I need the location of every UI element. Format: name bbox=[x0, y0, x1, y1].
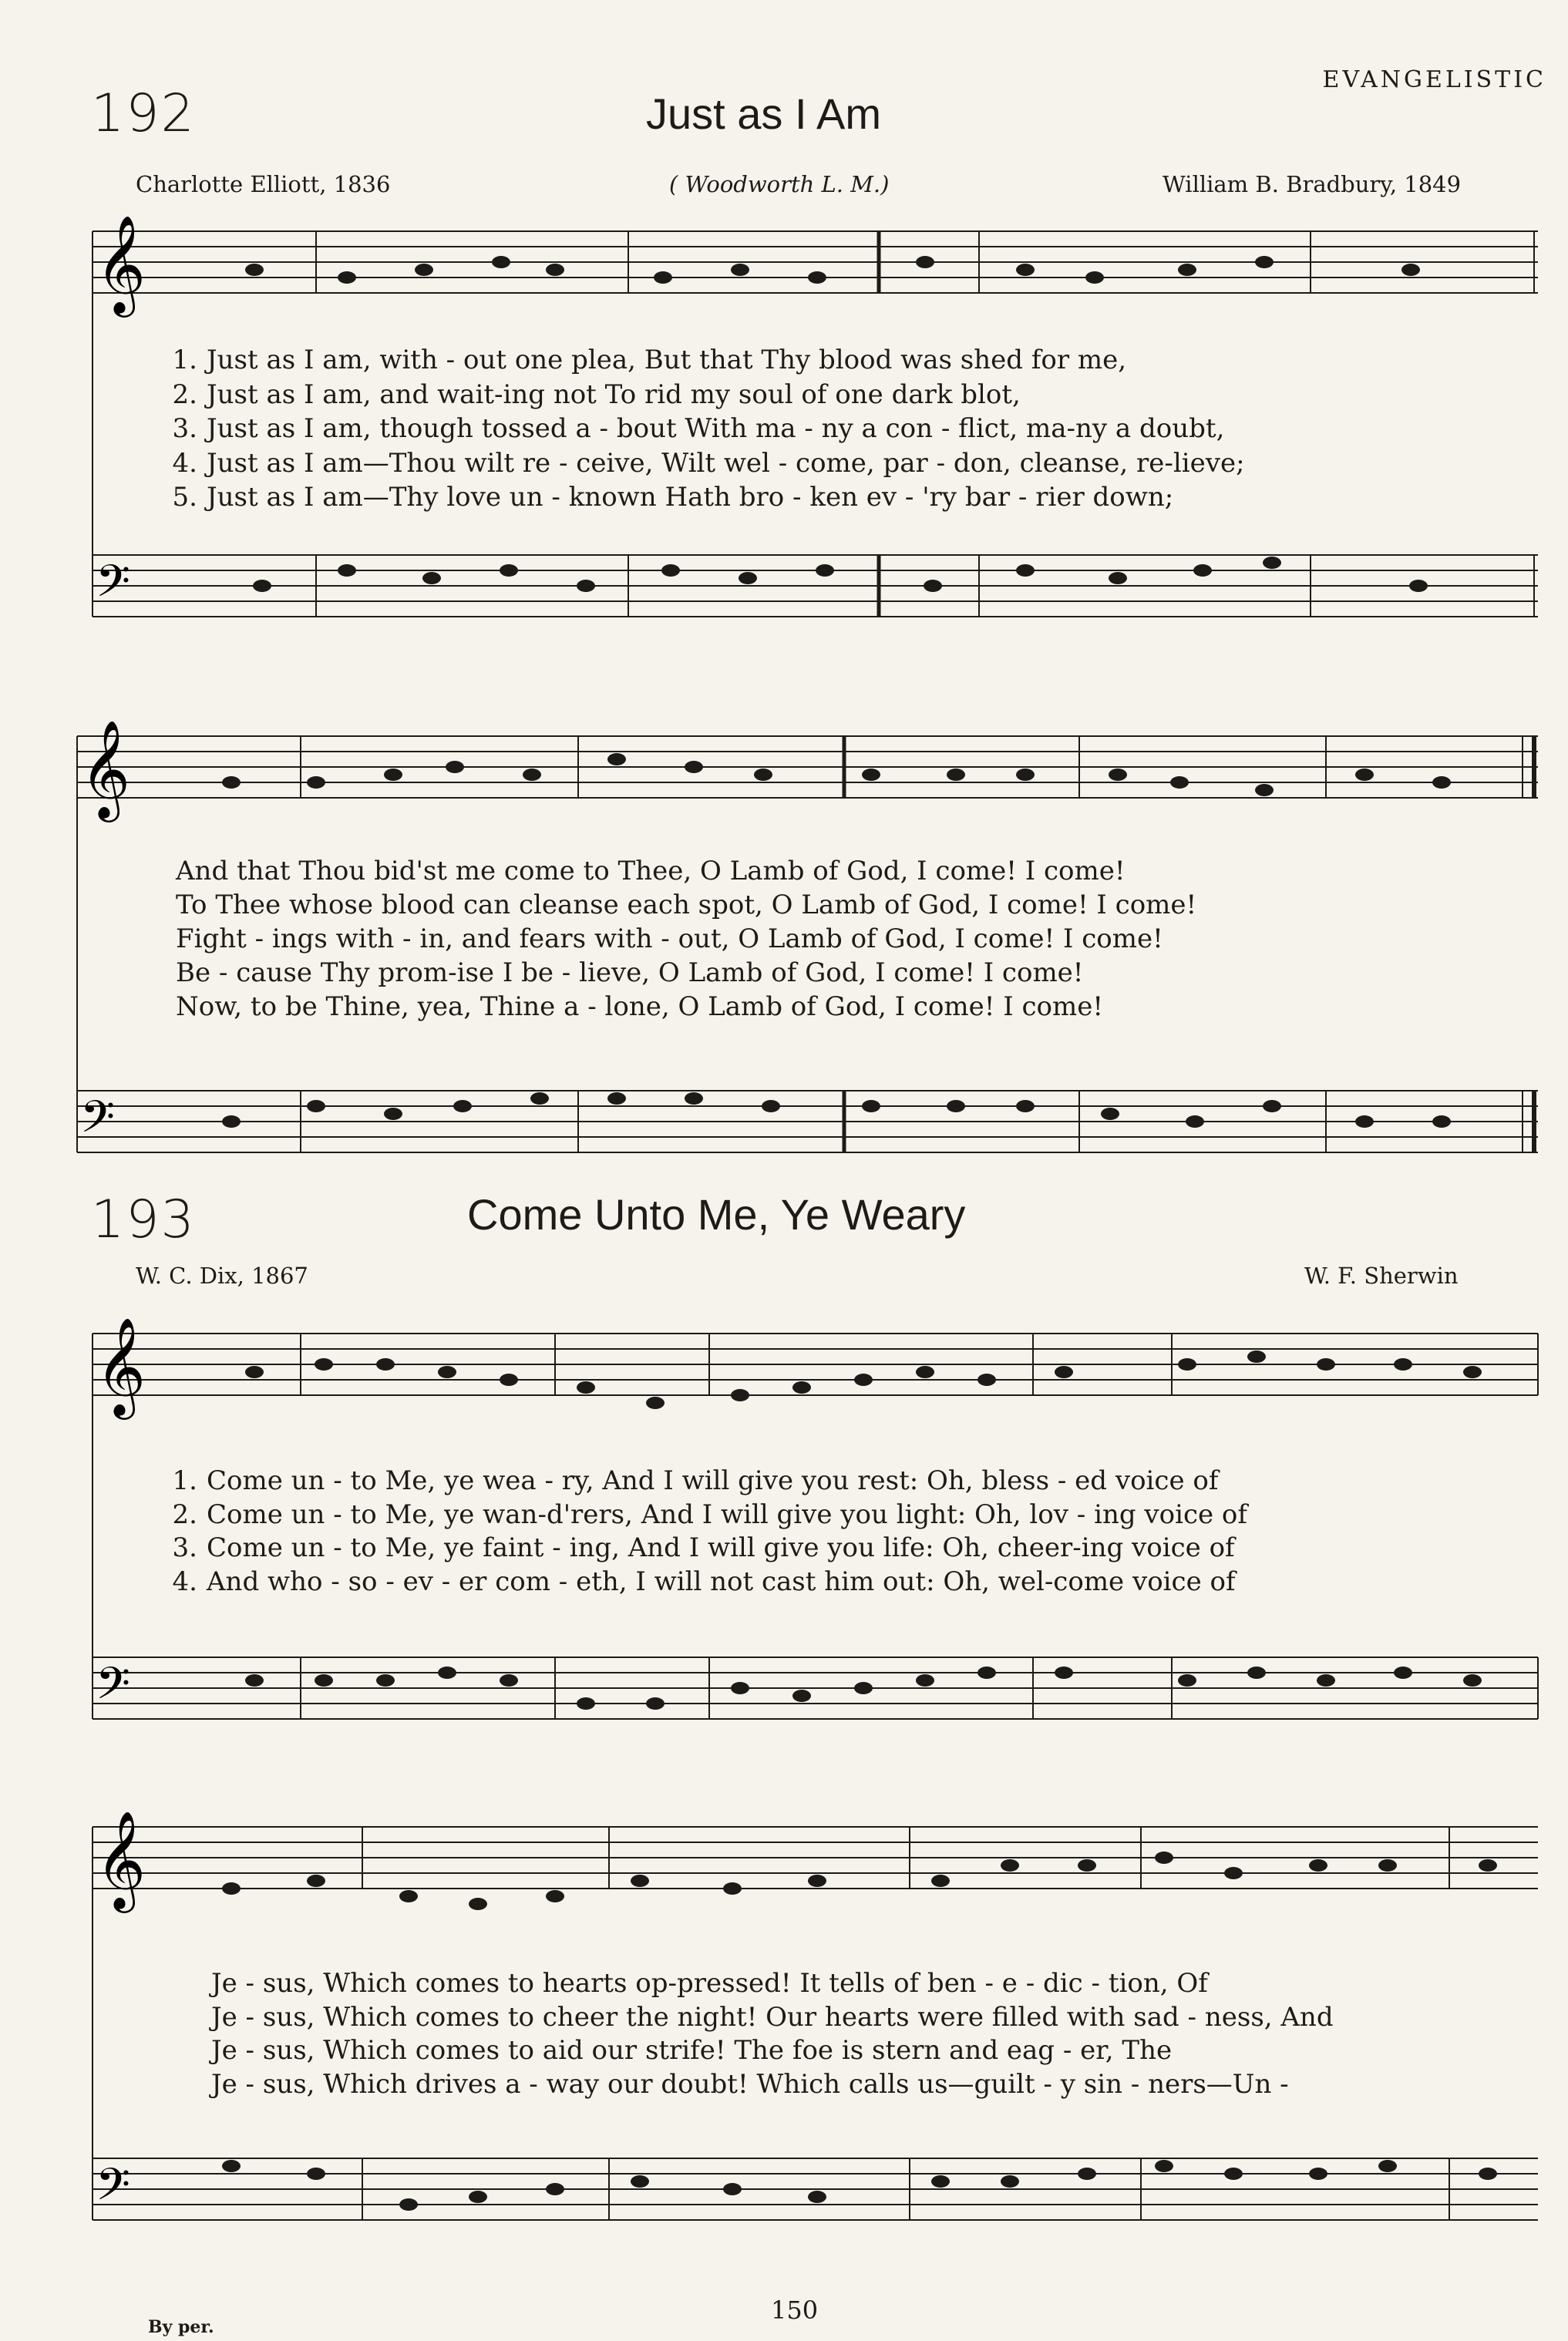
bass-clef-icon: 𝄢 bbox=[96, 555, 131, 618]
verse-line: Je - sus, Which comes to cheer the night! Our hearts were filled with sad - ness, And bbox=[211, 2001, 1334, 2033]
verse-line: Je - sus, Which comes to hearts op-pressed! It tells of ben - e - dic - tion, Of bbox=[211, 1968, 1208, 1999]
verse-line: 3. Just as I am, though tossed a - bout With ma - ny a con - flict, ma-ny a doubt, bbox=[172, 413, 1225, 444]
verse-line: 1. Come un - to Me, ye wea - ry, And I will give you rest: Oh, bless - ed voice of bbox=[172, 1465, 1219, 1496]
verse-line: 5. Just as I am—Thy love un - known Hath bro - ken ev - 'ry bar - rier down; bbox=[172, 482, 1174, 513]
tune-credit: ( Woodworth L. M.) bbox=[669, 171, 890, 197]
verse-line: Je - sus, Which drives a - way our doubt! Which calls us—guilt - y sin - ners—Un - bbox=[211, 2068, 1289, 2100]
verse-line: 2. Come un - to Me, ye wan-d'rers, And I will give you light: Oh, lov - ing voice of bbox=[172, 1498, 1247, 1530]
refrain-line: Fight - ings with - in, and fears with - out, O Lamb of God, I come! I come! bbox=[176, 923, 1163, 954]
section-label: EVANGELISTIC bbox=[1322, 66, 1546, 93]
refrain-line: Now, to be Thine, yea, Thine a - lone, O Lamb of God, I come! I come! bbox=[176, 991, 1104, 1022]
hymn-number: 193 bbox=[91, 1189, 196, 1250]
verse-line: 3. Come un - to Me, ye faint - ing, And I will give you life: Oh, cheer-ing voice of bbox=[172, 1532, 1235, 1563]
verses-193 bbox=[154, 1465, 1247, 1599]
treble-clef-icon: 𝄞 bbox=[96, 216, 146, 313]
hymn-title: Just as I Am bbox=[646, 89, 881, 138]
refrain-192 bbox=[176, 854, 1196, 1024]
verse-line: Je - sus, Which comes to aid our strife! The foe is stern and eag - er, The bbox=[211, 2035, 1173, 2066]
bass-clef-icon: 𝄢 bbox=[80, 1091, 116, 1154]
verse-line: 4. And who - so - ev - er com - eth, I will not cast him out: Oh, wel-come voice of bbox=[172, 1566, 1236, 1597]
continuation-193 bbox=[211, 1967, 1334, 2101]
verse-line: 2. Just as I am, and wait-ing not To rid my soul of one dark blot, bbox=[172, 378, 1021, 410]
verse-line: 1. Just as I am, with - out one plea, But that Thy blood was shed for me, bbox=[172, 345, 1127, 375]
verse-line: 4. Just as I am—Thou wilt re - ceive, Wilt wel - come, par - don, cleanse, re-lieve; bbox=[172, 447, 1245, 479]
author-credit: W. C. Dix, 1867 bbox=[136, 1263, 308, 1289]
hymn-number: 192 bbox=[91, 83, 196, 144]
bass-clef-icon: 𝄢 bbox=[96, 2158, 131, 2222]
permission-note: By per. bbox=[148, 2317, 214, 2337]
refrain-line: And that Thou bid'st me come to Thee, O Lamb of God, I come! I come! bbox=[176, 856, 1126, 886]
bass-clef-icon: 𝄢 bbox=[96, 1657, 131, 1720]
hymn-title: Come Unto Me, Ye Weary bbox=[467, 1190, 966, 1239]
verses-192 bbox=[154, 343, 1245, 515]
composer-credit: William B. Bradbury, 1849 bbox=[1163, 171, 1462, 197]
refrain-line: Be - cause Thy prom-ise I be - lieve, O Lamb of God, I come! I come! bbox=[176, 957, 1084, 988]
composer-credit: W. F. Sherwin bbox=[1304, 1263, 1459, 1289]
refrain-line: To Thee whose blood can cleanse each spot, O Lamb of God, I come! I come! bbox=[176, 890, 1197, 920]
page-number: 150 bbox=[771, 2296, 819, 2325]
author-credit: Charlotte Elliott, 1836 bbox=[136, 171, 391, 197]
treble-clef-icon: 𝄞 bbox=[96, 1318, 146, 1415]
treble-clef-icon: 𝄞 bbox=[96, 1811, 146, 1909]
treble-clef-icon: 𝄞 bbox=[80, 721, 131, 818]
